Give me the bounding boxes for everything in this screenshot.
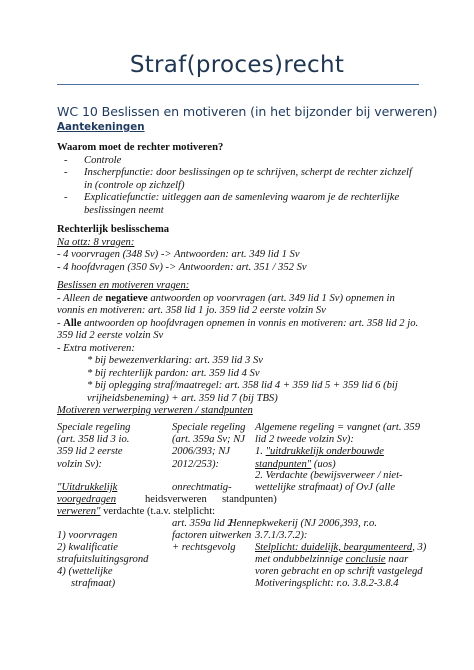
col3-line: Stelplicht: duidelijk, beargumenteerd, 3) (255, 542, 427, 553)
col3-line: standpunten) (222, 494, 277, 505)
col3-line: Algemene regeling = vangnet (art. 359 (255, 422, 421, 433)
col2-line: (art. 359a Sv; NJ (172, 434, 245, 445)
col2-line: onrechtmatig- (172, 482, 232, 493)
col3-line: Hennepkwekerij (NJ 2006,393, r.o. (229, 518, 377, 529)
col1-line: "Uitdrukkelijk (57, 482, 118, 493)
section-title: Rechterlijk beslisschema (57, 224, 170, 235)
col3-line: standpunten" (uos) (255, 459, 336, 470)
document-title: Straf(proces)recht (129, 52, 345, 78)
col2-line: factoren uitwerken (172, 530, 252, 541)
col3-line: voren gebracht en op schrift vastgelegd (255, 566, 423, 577)
rule-line: - Alle antwoorden op hoofdvragen opnemen in vonnis en motiveren: art. 358 lid 2 jo. 359 lid 2 eerste volzin Sv (57, 317, 419, 341)
col1-line: (art. 358 lid 3 io. (57, 434, 130, 445)
section-decision-scheme (57, 224, 417, 274)
list-item: - Controle (64, 154, 122, 166)
col1-line: 4) (wettelijke (57, 566, 113, 577)
col1-line: strafmaat) (71, 578, 116, 589)
col2-line: art. 359a lid 2 (172, 518, 233, 529)
scheme-line: - 4 hoofdvragen (350 Sv) -> Antwoorden: art. 351 / 352 Sv (57, 261, 307, 273)
subheading: Aantekeningen (57, 121, 145, 133)
extra-item: * bij oplegging straf/maatregel: art. 358 lid 4 + 359 lid 5 + 359 lid 6 (bij vrijheidsbeneming) + art. 359 lid 7 (bij TBS) (87, 380, 398, 404)
col2-line: Speciale regeling (172, 422, 246, 433)
scheme-line: - 4 voorvragen (348 Sv) -> Antwoorden: art. 349 lid 1 Sv (57, 249, 300, 260)
list-item: - Inscherpfunctie: door beslissingen op te schrijven, scherpt de rechter zichzelf in (controle op zichzelf) (64, 167, 412, 191)
col2-line: 2006/393; NJ (172, 446, 230, 457)
extra-item: * bij bewezenverklaring: art. 359 lid 3 Sv (87, 355, 263, 366)
reason-list (57, 155, 417, 218)
col3-line: 1. "uitdrukkelijk onderbouwde (255, 446, 384, 457)
col3-line: lid 2 tweede volzin Sv): (255, 434, 354, 445)
col1-line: 359 lid 2 eerste (57, 446, 123, 457)
col2-line: 2012/253): (172, 459, 220, 470)
col3-line: 2. Verdachte (bewijsverweer / niet- (255, 470, 403, 481)
rule-line: - Extra motiveren: (57, 342, 135, 354)
list-item: - Explicatiefunctie: uitleggen aan de samenleving waarom je de rechterlijke beslissingen neemt (64, 192, 400, 216)
section-why-motivate (57, 142, 417, 217)
col3-line: wettelijke strafmaat) of OvJ (alle (255, 482, 396, 493)
section-title: Motiveren verwerping verweren / standpunten (57, 405, 253, 416)
col3-line: met ondubbelzinnige conclusie naar (255, 554, 409, 565)
col1-line: 2) kwalificatie (57, 542, 118, 553)
section-title: Waarom moet de rechter motiveren? (57, 142, 224, 153)
section-decide-motivate (57, 280, 419, 405)
col3-line: Motiveringsplicht: r.o. 3.8.2-3.8.4 (255, 578, 399, 589)
extra-item: * bij rechterlijk pardon: art. 359 lid 4 Sv (87, 367, 260, 379)
col1-line: strafuitsluitingsgrond (57, 554, 149, 565)
col3-line: 3.7.1/3.7.2): (255, 530, 308, 541)
col1-line: 1) voorvragen (57, 530, 118, 541)
col1-line: voorgedragen (57, 494, 117, 505)
section-heading: WC 10 Beslissen en motiveren (in het bijzonder bij verweren) (57, 104, 438, 119)
rule-line: - Alleen de negatieve antwoorden op voorvragen (art. 349 lid 1 Sv) opnemen in vonnis en motiveren: art. 358 lid 1 jo. 359 lid 2 eerste volzin Sv (57, 292, 395, 316)
col2-line: heidsverweren (145, 494, 207, 505)
col1-line: volzin Sv): (57, 459, 103, 470)
col1-line: Speciale regeling (57, 422, 131, 433)
col2-line: + rechtsgevolg (172, 542, 236, 553)
col1-line: verweren" verdachte (t.a.v. stelplicht: (57, 506, 216, 517)
title-divider (57, 84, 419, 85)
section-title: Beslissen en motiveren vragen: (57, 280, 190, 291)
questions-label: Na ottz: 8 vragen: (57, 236, 135, 248)
